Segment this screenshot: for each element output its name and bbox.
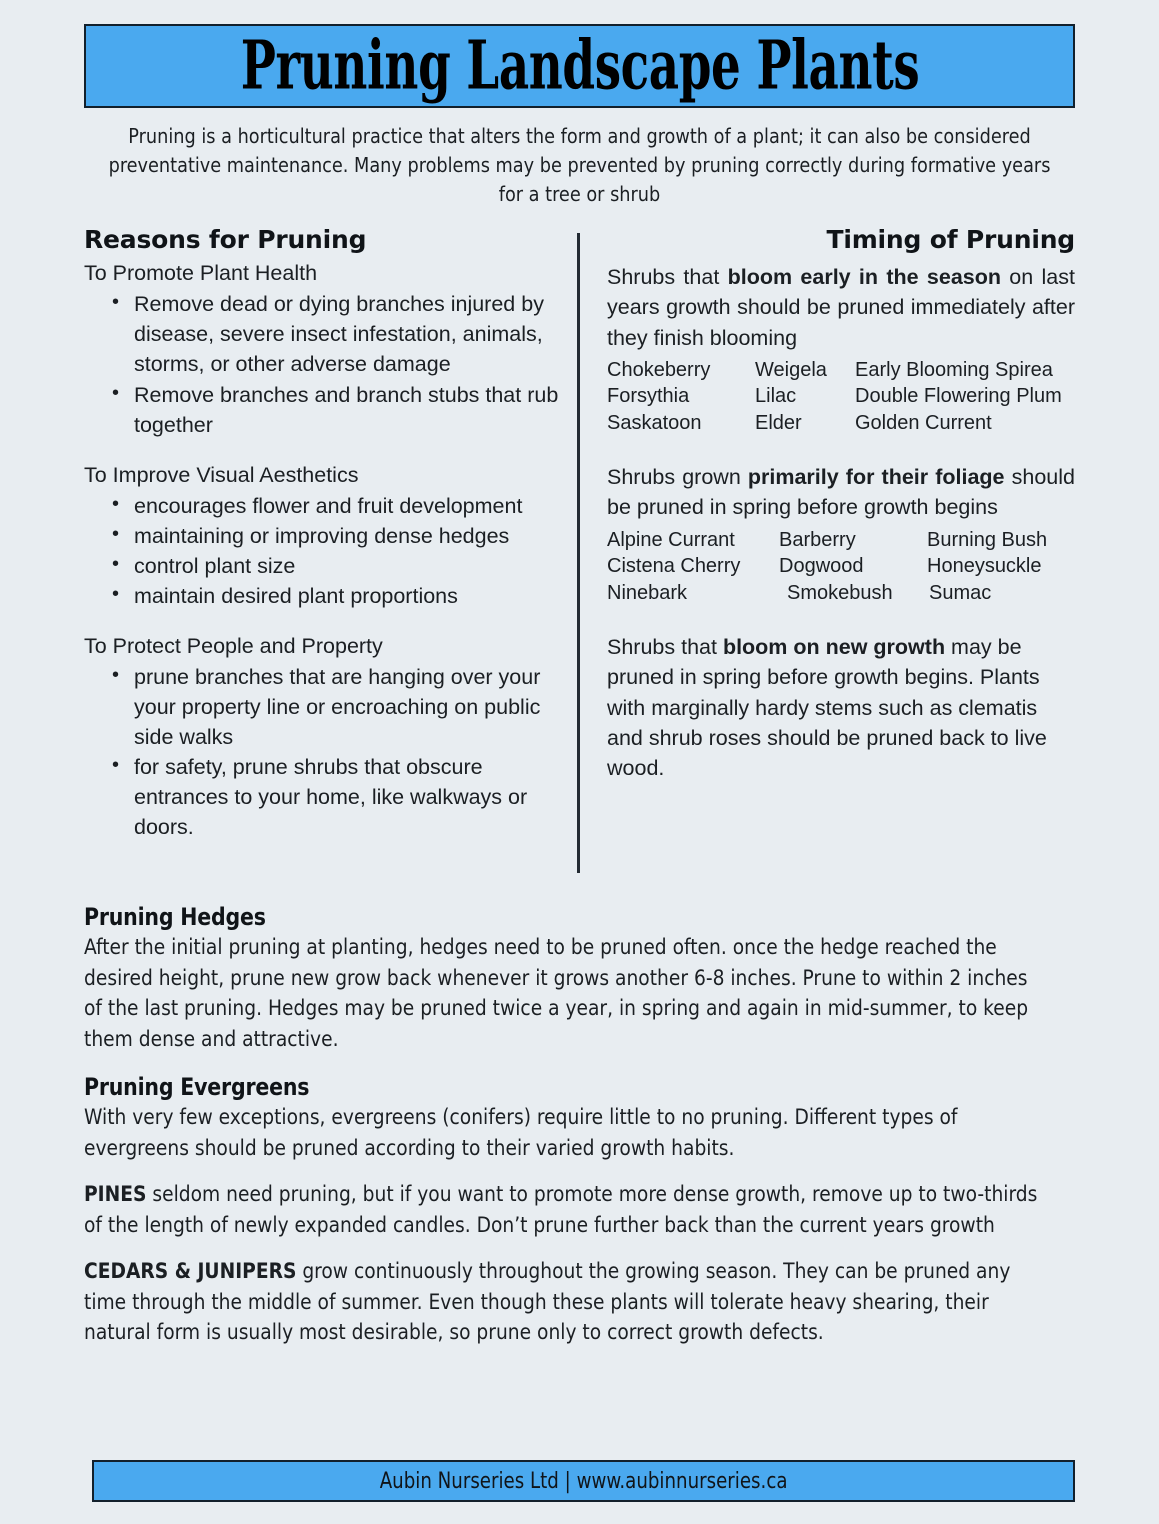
- list-item: • for safety, prune shrubs that obscure entrances to your home, like walkways or doors.: [110, 752, 564, 842]
- right-column: [580, 225, 1075, 787]
- paragraph-body: After the initial pruning at planting, hedges need to be pruned often. once the hedge reached the desired height, prune new grow back whenever it grows another 6-8 inches. Prune to within 2 inches of the last pruning. Hedges may be pruned twice a year, in spring and again in mid-summer, to keep them dense and attractive.: [84, 935, 1029, 1052]
- table-row: [607, 357, 1075, 384]
- group-subhead: To Protect People and Property: [84, 634, 383, 659]
- timing-paragraph-new-growth: [607, 632, 1075, 782]
- paragraph-lead: Shrubs that: [607, 265, 728, 290]
- reason-group-health: [84, 260, 564, 439]
- plant-name: Sumac: [929, 581, 992, 604]
- paragraph-body: grow continuously throughout the growing season. They can be pruned any time through the middle of summer. Even though these plants will tolerate heavy shearing, their natural form is usually most desirable, so prune only to correct growth defects.: [84, 1259, 1011, 1346]
- paragraph-emphasis: CEDARS & JUNIPERS: [84, 1259, 297, 1285]
- title-banner: [84, 24, 1075, 108]
- section-pruning-hedges: [84, 903, 1075, 1055]
- plant-name: Dogwood: [779, 555, 864, 578]
- bullet-list: [84, 491, 564, 611]
- plant-name: Alpine Currant: [607, 528, 735, 551]
- timing-paragraph-foliage: [607, 462, 1075, 522]
- left-column-heading: Reasons for Pruning: [84, 225, 367, 255]
- footer-text: Aubin Nurseries Ltd | www.aubinnurseries.ca: [379, 1468, 788, 1494]
- plant-name: Elder: [755, 411, 802, 434]
- plant-list-early-bloom: [607, 357, 1075, 437]
- timing-paragraph-early-bloom: [607, 262, 1075, 352]
- table-row: [607, 527, 1075, 554]
- list-item: • encourages flower and fruit development: [110, 491, 564, 521]
- plant-list-foliage: [607, 527, 1075, 607]
- list-item: • prune branches that are hanging over your your property line or encroaching on public side walks: [110, 662, 564, 752]
- list-item: • maintain desired plant proportions: [110, 581, 564, 611]
- plant-name: Smokebush: [787, 581, 893, 604]
- right-column-heading: Timing of Pruning: [826, 225, 1075, 255]
- plant-name: Early Blooming Spirea: [855, 358, 1053, 381]
- section-heading: Pruning Evergreens: [84, 1073, 310, 1102]
- list-item: • control plant size: [110, 551, 564, 581]
- section-paragraph-pines: [84, 1180, 1040, 1241]
- plant-name: Ninebark: [607, 581, 688, 604]
- paragraph-tail: may be pruned in spring before growth begins. Plants with marginally hardy stems such as clematis and shrub roses should be pruned back to live wood.: [607, 635, 1047, 780]
- group-subhead: To Promote Plant Health: [84, 261, 318, 286]
- document-page: [0, 24, 1159, 1524]
- reason-group-aesthetics: [84, 462, 564, 611]
- bottom-sections: [84, 903, 1075, 1349]
- table-row: [607, 553, 1075, 580]
- plant-name: Double Flowering Plum: [855, 385, 1062, 408]
- paragraph-body: With very few exceptions, evergreens (conifers) require little to no pruning. Different types of evergreens should be pruned according to their varied growth habits.: [84, 1105, 958, 1161]
- plant-name: Golden Current: [855, 411, 992, 434]
- plant-name: Saskatoon: [607, 411, 702, 434]
- paragraph-tail: should be pruned in spring before growth begins: [607, 465, 1075, 520]
- bullet-list: [84, 662, 564, 843]
- section-paragraph: [84, 1103, 1040, 1164]
- group-subhead: To Improve Visual Aesthetics: [84, 462, 359, 487]
- plant-name: Lilac: [755, 385, 797, 408]
- table-row: [607, 580, 1075, 607]
- table-row: [607, 410, 1075, 437]
- page-title: Pruning Landscape Plants: [240, 26, 919, 106]
- left-column: [84, 225, 564, 842]
- plant-name: Barberry: [779, 528, 856, 551]
- plant-name: Honeysuckle: [927, 555, 1042, 578]
- section-paragraph-cedars: [84, 1257, 1040, 1349]
- paragraph-tail: on last years growth should be pruned immediately after they finish blooming: [607, 265, 1075, 350]
- two-column-region: [84, 225, 1075, 873]
- plant-name: Cistena Cherry: [607, 555, 741, 578]
- plant-name: Weigela: [755, 358, 827, 381]
- bullet-list: [84, 289, 564, 439]
- section-heading: Pruning Hedges: [84, 903, 266, 932]
- reason-group-protection: [84, 633, 564, 843]
- list-item: • Remove branches and branch stubs that rub together: [110, 380, 564, 440]
- footer-banner: [92, 1460, 1075, 1502]
- plant-name: Chokeberry: [607, 358, 711, 381]
- paragraph-emphasis: bloom early in the season: [727, 265, 1001, 290]
- paragraph-lead: Shrubs grown: [607, 465, 748, 490]
- plant-name: Forsythia: [607, 385, 690, 408]
- plant-name: Burning Bush: [927, 528, 1048, 551]
- paragraph-lead: Shrubs that: [607, 635, 723, 660]
- list-item: • maintaining or improving dense hedges: [110, 521, 564, 551]
- paragraph-emphasis: primarily for their foliage: [747, 465, 1005, 490]
- paragraph-emphasis: bloom on new growth: [722, 635, 946, 660]
- intro-paragraph: Pruning is a horticultural practice that alters the form and growth of a plant; it can also be considered preventative maintenance. Many problems may be prevented by pruning correctly during formative years for a tree or shrub: [108, 124, 1051, 207]
- list-item: • Remove dead or dying branches injured by disease, severe insect infestation, animals, storms, or other adverse damage: [110, 289, 564, 379]
- section-pruning-evergreens: [84, 1073, 1075, 1349]
- paragraph-emphasis: PINES: [84, 1182, 147, 1208]
- section-paragraph: [84, 933, 1040, 1055]
- table-row: [607, 383, 1075, 410]
- paragraph-body: seldom need pruning, but if you want to promote more dense growth, remove up to two-thirds of the length of newly expanded candles. Don’t prune further back than the current years growth: [84, 1182, 1038, 1238]
